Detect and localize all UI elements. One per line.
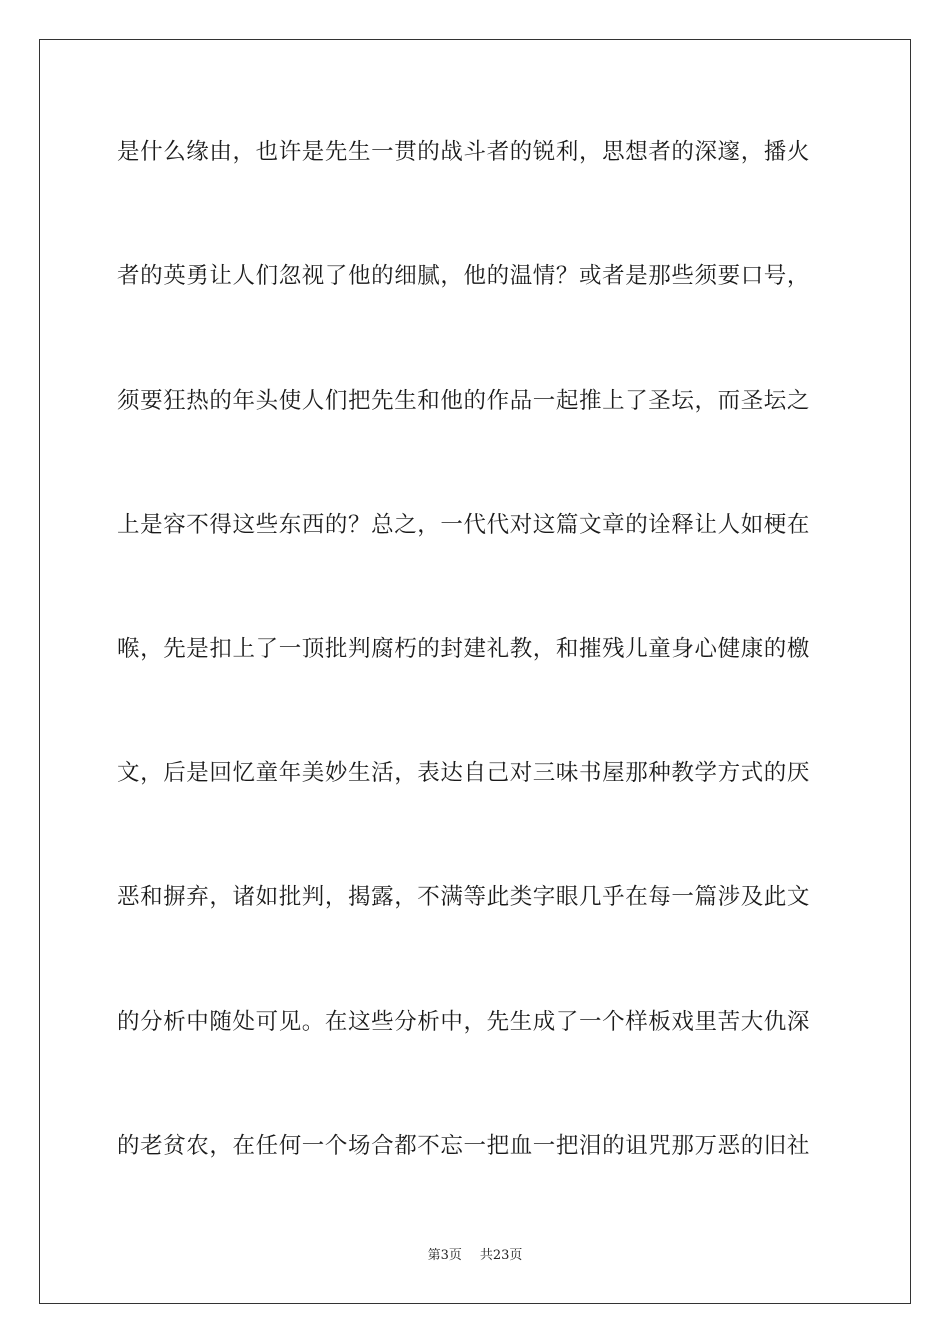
body-text-line: 文，后是回忆童年美妙生活，表达自己对三味书屋那种教学方式的厌	[117, 760, 811, 786]
body-text-line: 的老贫农，在任何一个场合都不忘一把血一把泪的诅咒那万恶的旧社	[117, 1133, 811, 1159]
body-text-line: 者的英勇让人们忽视了他的细腻，他的温情？或者是那些须要口号，	[117, 263, 811, 289]
body-text-line: 的分析中随处可见。在这些分析中，先生成了一个样板戏里苦大仇深	[117, 1009, 811, 1035]
body-text-line: 喉，先是扣上了一顶批判腐朽的封建礼教，和摧残儿童身心健康的檄	[117, 636, 811, 662]
page-footer	[0, 1247, 950, 1265]
body-text-line: 须要狂热的年头使人们把先生和他的作品一起推上了圣坛，而圣坛之	[117, 388, 811, 414]
page-number: 第3页	[427, 1248, 462, 1263]
body-text-line: 上是容不得这些东西的？总之，一代代对这篇文章的诠释让人如梗在	[117, 512, 811, 538]
page-border	[39, 39, 911, 1304]
page-total: 共23页	[479, 1248, 523, 1263]
body-text-line: 是什么缘由，也许是先生一贯的战斗者的锐利，思想者的深邃，播火	[117, 139, 811, 165]
body-text-line: 恶和摒弃，诸如批判，揭露，不满等此类字眼几乎在每一篇涉及此文	[117, 884, 811, 910]
